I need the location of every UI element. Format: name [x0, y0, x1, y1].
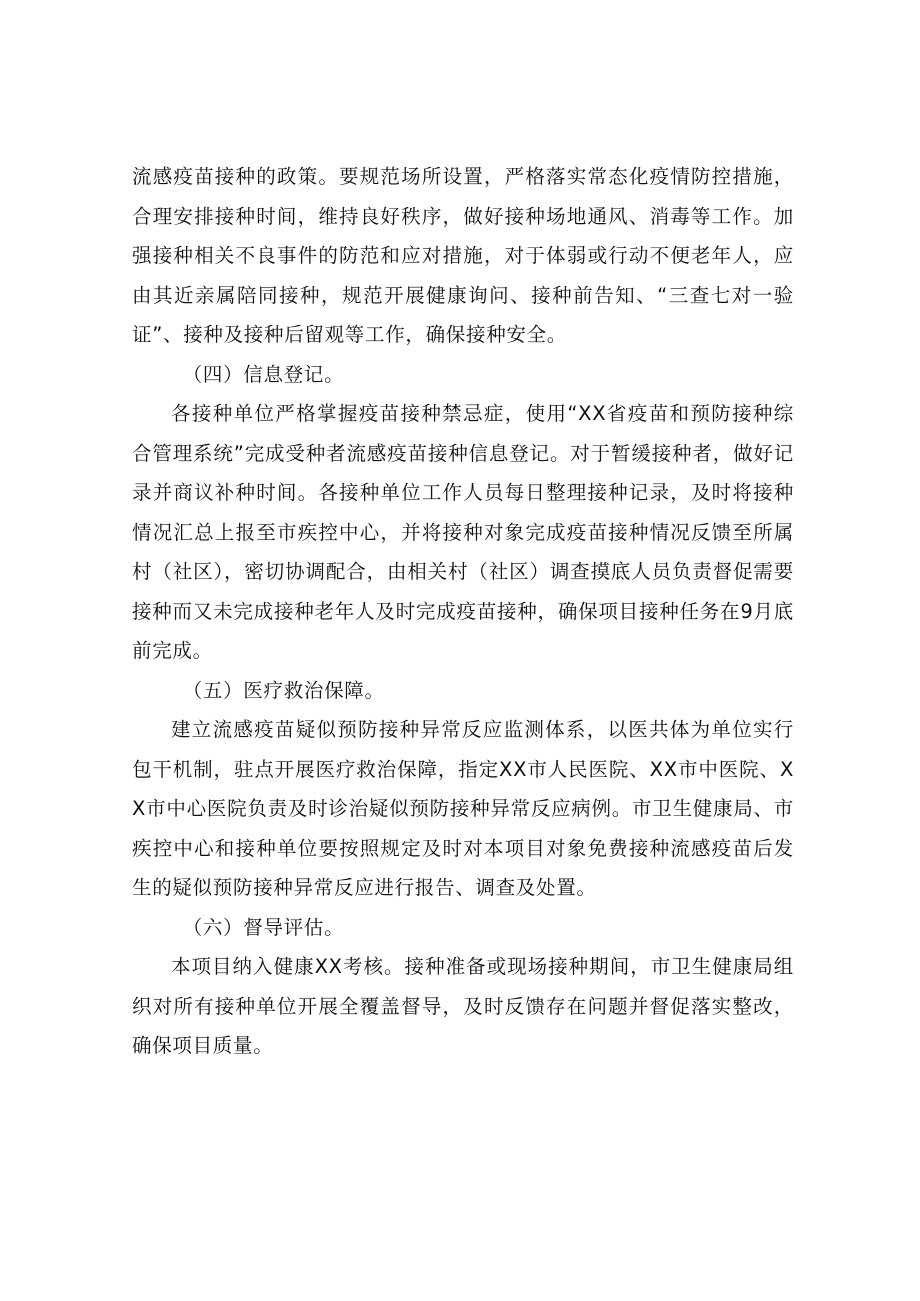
- paragraph-continuation: 流感疫苗接种的政策。要规范场所设置，严格落实常态化疫情防控措施，合理安排接种时间，维持良好秩序，做好接种场地通风、消毒等工作。加强接种相关不良事件的防范和应对措施，对于体弱或行动不便老年人，应由其近亲属陪同接种，规范开展健康询问、接种前告知、“三查七对一验证”、接种及接种后留观等工作，确保接种安全。: [132, 165, 794, 346]
- paragraph-supervision: 本项目纳入健康XX考核。接种准备或现场接种期间，市卫生健康局组织对所有接种单位开展全覆盖督导，及时反馈存在问题并督促落实整改，确保项目质量。: [132, 955, 794, 1057]
- paragraph-info-registration: 各接种单位严格掌握疫苗接种禁忌症，使用“XX省疫苗和预防接种综合管理系统”完成受种者流感疫苗接种信息登记。对于暂缓接种者，做好记录并商议补种时间。各接种单位工作人员每日整理接种记录，及时将接种情况汇总上报至市疾控中心，并将接种对象完成疫苗接种情况反馈至所属村（社区），密切协调配合，由相关村（社区）调查摸底人员负责督促需要接种而又未完成接种老年人及时完成疫苗接种，确保项目接种任务在9月底前完成。: [132, 402, 794, 662]
- document-body: [132, 157, 794, 1066]
- section-heading-supervision: （六）督导评估。: [182, 915, 345, 939]
- paragraph-medical-support: 建立流感疫苗疑似预防接种异常反应监测体系，以医共体为单位实行包干机制，驻点开展医疗救治保障，指定XX市人民医院、XX市中医院、XX市中心医院负责及时诊治疑似预防接种异常反应病例。市卫生健康局、市疾控中心和接种单位要按照规定及时对本项目对象免费接种流感疫苗后发生的疑似预防接种异常反应进行报告、调查及处置。: [132, 718, 794, 899]
- section-heading-info-registration: （四）信息登记。: [182, 362, 345, 386]
- section-heading-medical-support: （五）医疗救治保障。: [182, 678, 385, 702]
